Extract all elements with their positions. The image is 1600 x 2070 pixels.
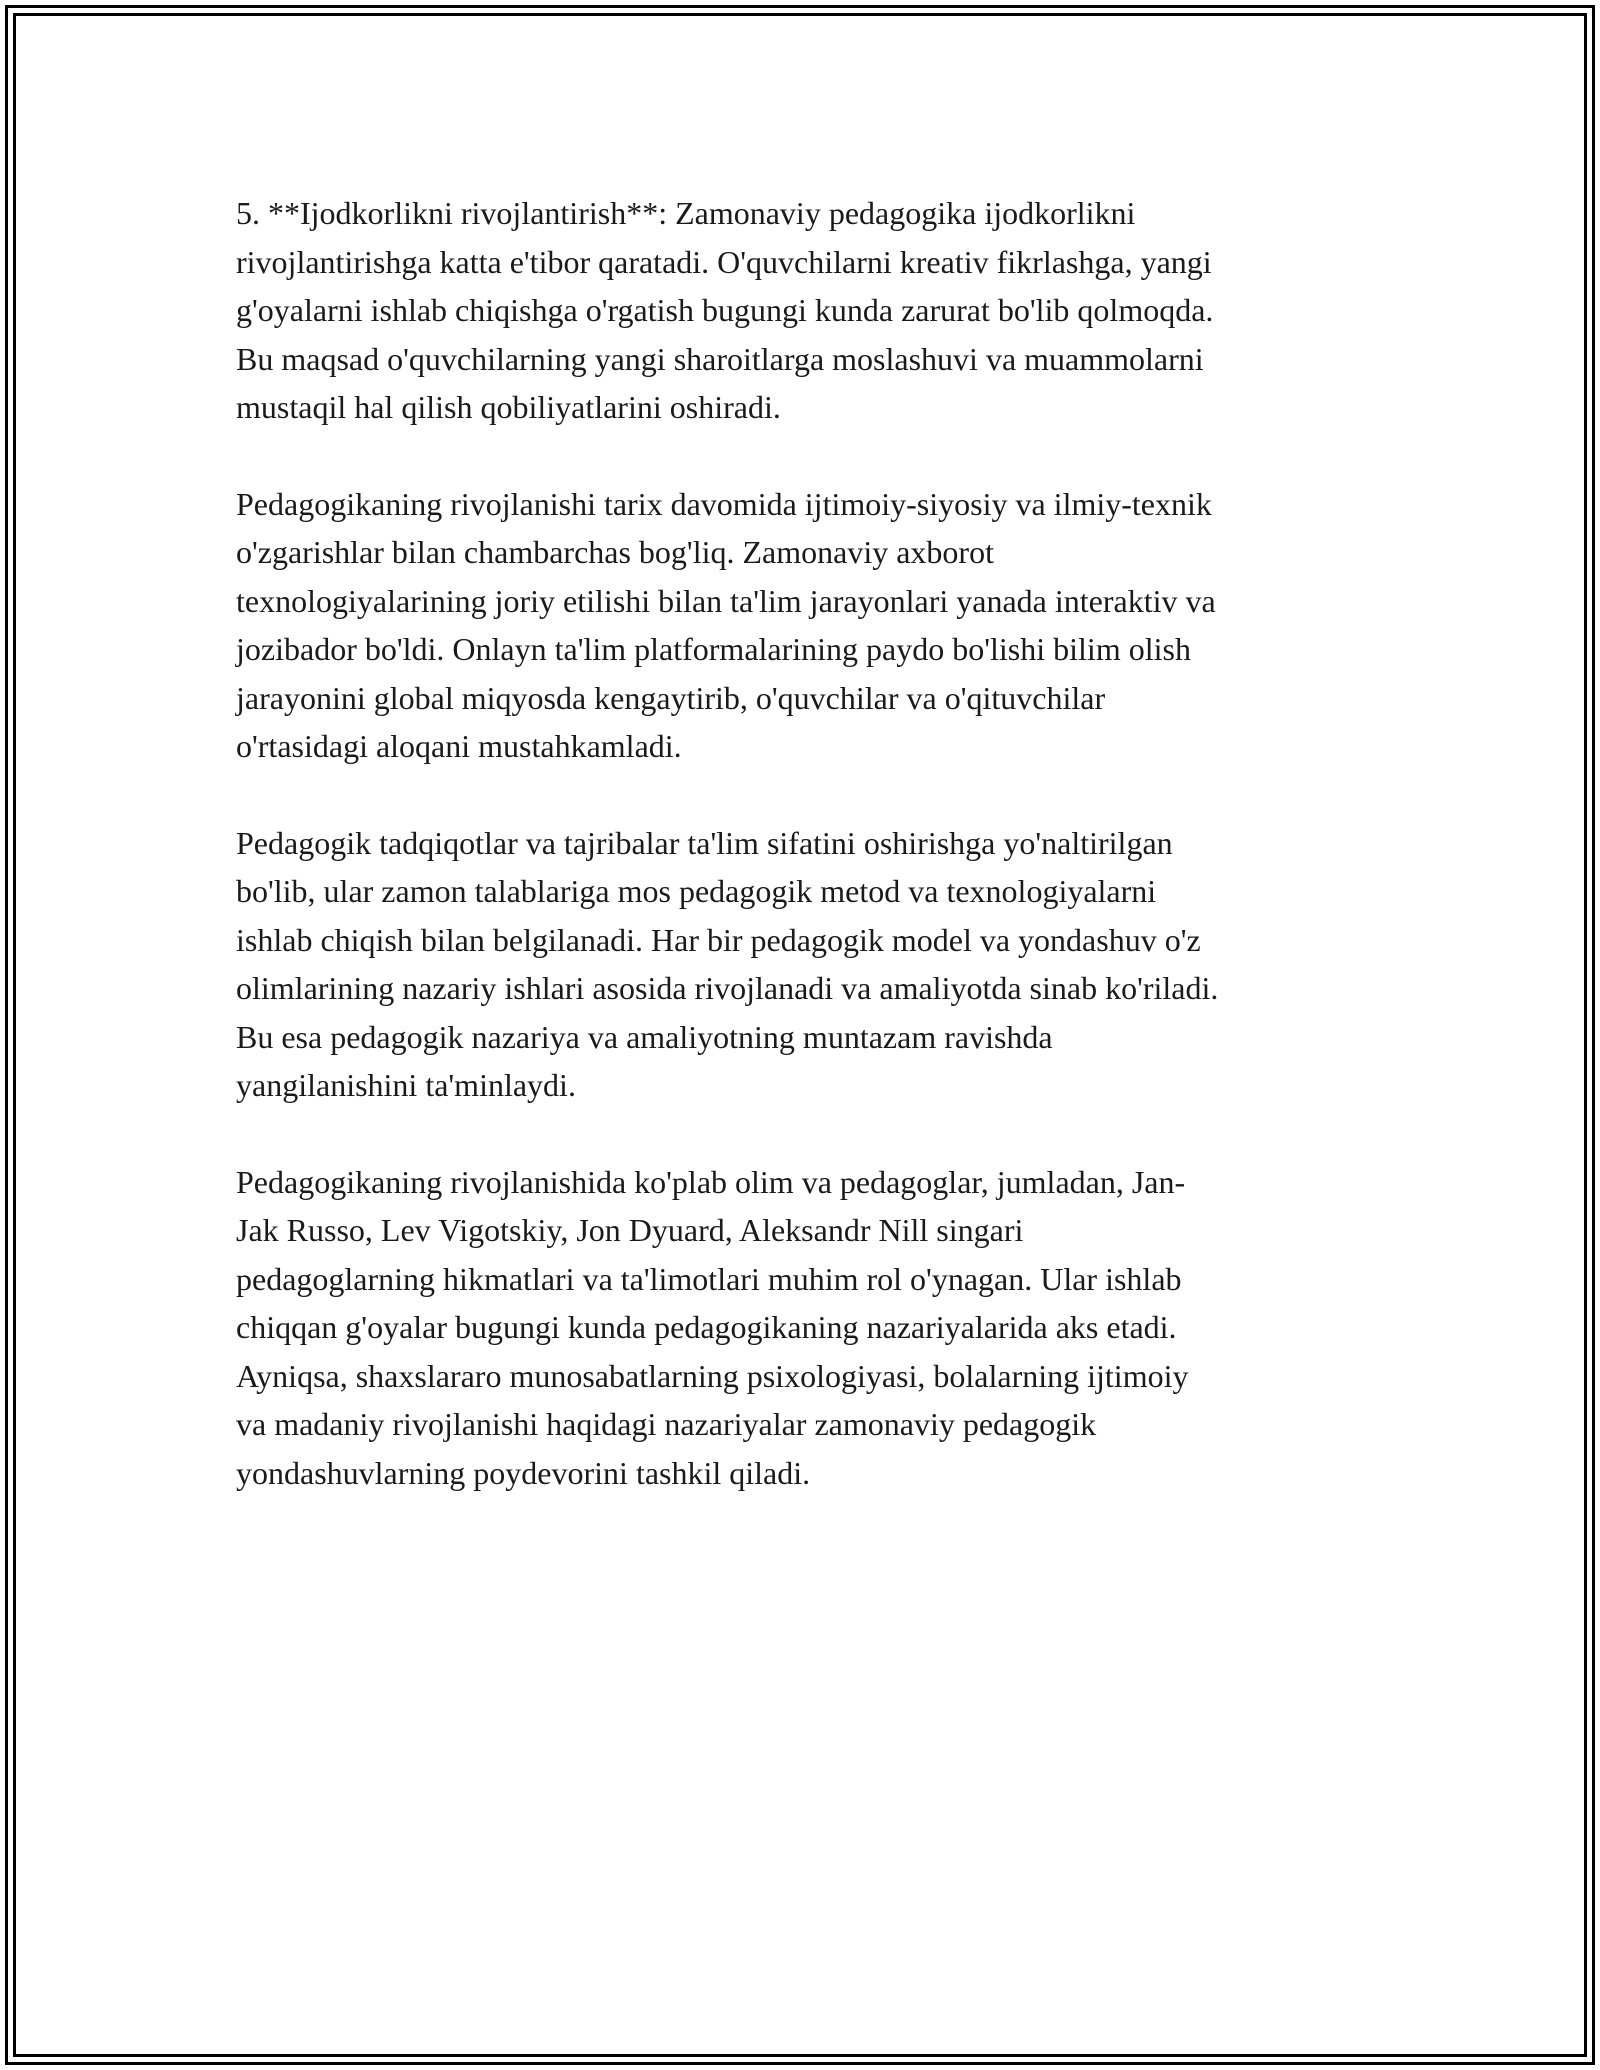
paragraph-history: Pedagogikaning rivojlanishi tarix davomida ijtimoiy-siyosiy va ilmiy-texnik o'zgarishlar bilan chambarchas bog'liq. Zamonaviy axborot texnologiyalarining joriy etilishi bilan ta'lim jarayonlari yanada interaktiv va jozibador bo'ldi. Onlayn ta'lim platformalarining paydo bo'lishi bilim olish jarayonini global miqyosda kengaytirib, o'quvchilar va o'qituvchilar o'rtasidagi aloqani mustahkamladi. [236,485,1216,764]
paragraph-research: Pedagogik tadqiqotlar va tajribalar ta'lim sifatini oshirishga yo'naltirilgan bo'lib, ular zamon talablariga mos pedagogik metod va texnologiyalarni ishlab chiqish bilan belgilanadi. Har bir pedagogik model va yondashuv o'z olimlarining nazariy ishlari asosida rivojlanadi va amaliyotda sinab ko'riladi. Bu esa pedagogik nazariya va amaliyotning muntazam ravishda yangilanishini ta'minlaydi. [236,824,1219,1103]
document-body [236,189,1368,1545]
paragraph-creativity: 5. **Ijodkorlikni rivojlantirish**: Zamonaviy pedagogika ijodkorlikni rivojlantirishga katta e'tibor qaratadi. O'quvchilarni kreativ fikrlashga, yangi g'oyalarni ishlab chiqishga o'rgatish bugungi kunda zarurat bo'lib qolmoqda. Bu maqsad o'quvchilarning yangi sharoitlarga moslashuvi va muammolarni mustaqil hal qilish qobiliyatlarini oshiradi. [236,195,1214,425]
paragraph-scholars: Pedagogikaning rivojlanishida ko'plab olim va pedagoglar, jumladan, Jan- Jak Russo, Lev Vigotskiy, Jon Dyuard, Aleksandr Nill singari pedagoglarning hikmatlari va ta'limotlari muhim rol o'ynagan. Ular ishlab chiqqan g'oyalar bugungi kunda pedagogikaning nazariyalarida aks etadi. Ayniqsa, shaxslararo munosabatlarning psixologiyasi, bolalarning ijtimoiy va madaniy rivojlanishi haqidagi nazariyalar zamonaviy pedagogik yondashuvlarning poydevorini tashkil qiladi. [236,1163,1189,1491]
